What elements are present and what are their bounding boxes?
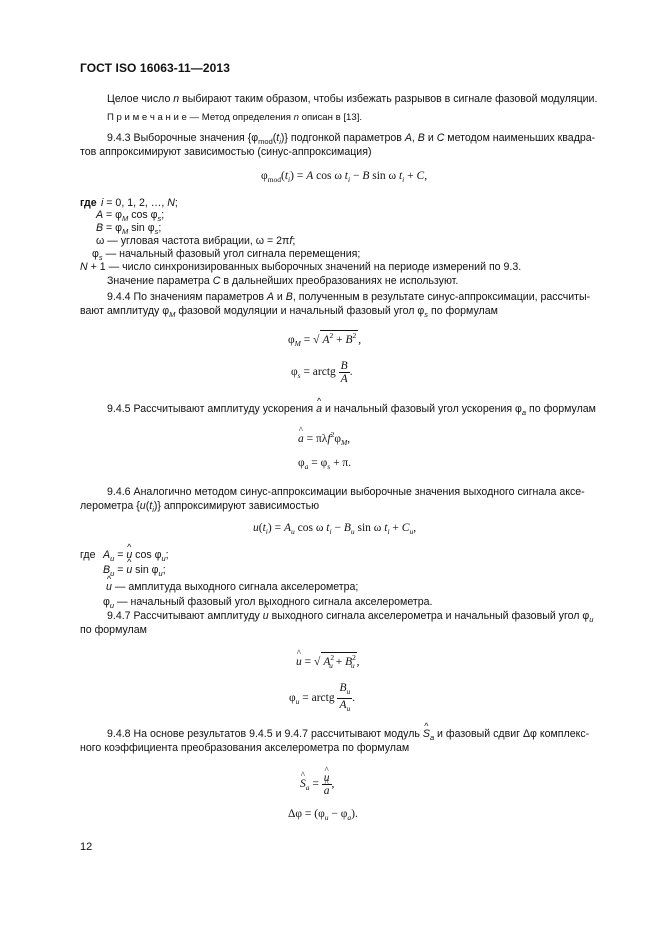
para-948-line2: ного коэффициента преобразования акселерометра по формулам [80,742,410,754]
para-943-line1: 9.4.3 Выборочные значения $\{\varphi_{mod}(t_i)\}$ подгонкой параметров A, B и C методом наименьших квадра- [107,132,596,146]
where-phi-s: $\varphi_s$ — начальный фазовый угол сигнала перемещения; [92,248,361,262]
para-947-line1: 9.4.7 Рассчитывают амплитуду ^ u выходного сигнала акселерометра и начальный фазовый угол $\varphi_u$ [107,609,593,627]
where-u-hat: ^ u — амплитуда выходного сигнала акселерометра; [106,580,358,594]
equation-phi-u: $\varphi_u$ = arctg $\frac{B_u}{A_u}$ . [289,682,356,713]
where-b-label: где [80,549,96,561]
where-omega: ω — угловая частота вибрации, ω = 2πf; [96,235,296,247]
note: П р и м е ч а н и е — Метод определения n описан в [13]. [107,112,363,123]
where-N: N + 1 — число синхронизированных выборочных значений на периоде измерений по 9.3. [80,261,522,273]
document-header: ГОСТ ISO 16063-11—2013 [80,61,230,75]
where-A: $A = \varphi_M$ $\cos \varphi_s$; [96,209,165,223]
para-945: 9.4.5 Рассчитывают амплитуду ускорения ^ a и начальный фазовый угол ускорения $\varphi_a$ по формулам [107,402,596,420]
equation-phi-s: $\varphi_s$ = arctg $\frac{B}{A}$ . [291,360,353,385]
equation-phi-M: $\varphi_M$ = √ $A^2 + B^2$ , [288,331,362,348]
para-intro: Целое число n выбирают таким образом, чтобы избежать разрывов в сигнале фазовой модуляции. [107,93,598,105]
para-946-line2: лерометра $\{u(t_i)\}$ аппроксимируют зависимостью [80,500,320,514]
para-944-line2: вают амплитуду $\varphi_M$ фазовой модуляции и начальный фазовый угол $\varphi_s$ по формулам [80,305,498,319]
equation-delta-phi: $\Delta\varphi = (\varphi_u - \varphi_a)$. [288,808,358,822]
para-948-line1: 9.4.8 На основе результатов 9.4.5 и 9.4.7 рассчитывают модуль ^ $S_a$ и фазовый сдвиг Δφ комплекс- [107,727,589,745]
where-Au: $A_u$ = ^ u $\cos \varphi_u$; [103,548,169,566]
where-C: Значение параметра C в дальнейших преобразованиях не используют. [107,275,459,287]
equation-u-approx: $u(t_i) = A_u$ cos ω $t_i - B_u$ sin ω $t_i + C_u$, [253,522,417,536]
equation-u-hat: ^ u = √ $A^2_u + B^2_u$ , [296,652,360,670]
equation-a-hat: ^ $a = \pi\lambda f^2\varphi_M$, [298,430,350,447]
para-946-line1: 9.4.6 Аналогично методом синус-аппроксимации выборочные значения выходного сигнала аксе- [107,486,585,498]
where-i: i = 0, 1, 2, …, N; [101,197,178,209]
para-947-line2: по формулам [80,624,147,636]
where-Bu: $B_u$ = ^ u $\sin \varphi_u$; [103,563,166,581]
para-943-line2: тов аппроксимируют зависимостью (синус-аппроксимация) [80,146,372,158]
para-944-line1: 9.4.4 По значениям параметров A и B, полученным в результате синус-аппроксимации, рассчиты- [107,291,591,303]
where-label: где [80,197,97,209]
equation-S-a: ^ $S_a$ = ^ u ^ a , [300,772,334,797]
where-phi-u: $\varphi_u$ — начальный фазовый угол выходного сигнала акселерометра. [103,596,433,610]
page-number: 12 [80,841,93,853]
where-B: $B = \varphi_M$ $\sin \varphi_s$; [96,222,162,236]
equation-phi-a: $\varphi_a = \varphi_s + \pi$. [298,457,352,471]
equation-phase-approx: $\varphi_{mod}(t_i) = A$ cos ω $t_i - B$ sin ω $t_i + C$, [261,170,428,184]
